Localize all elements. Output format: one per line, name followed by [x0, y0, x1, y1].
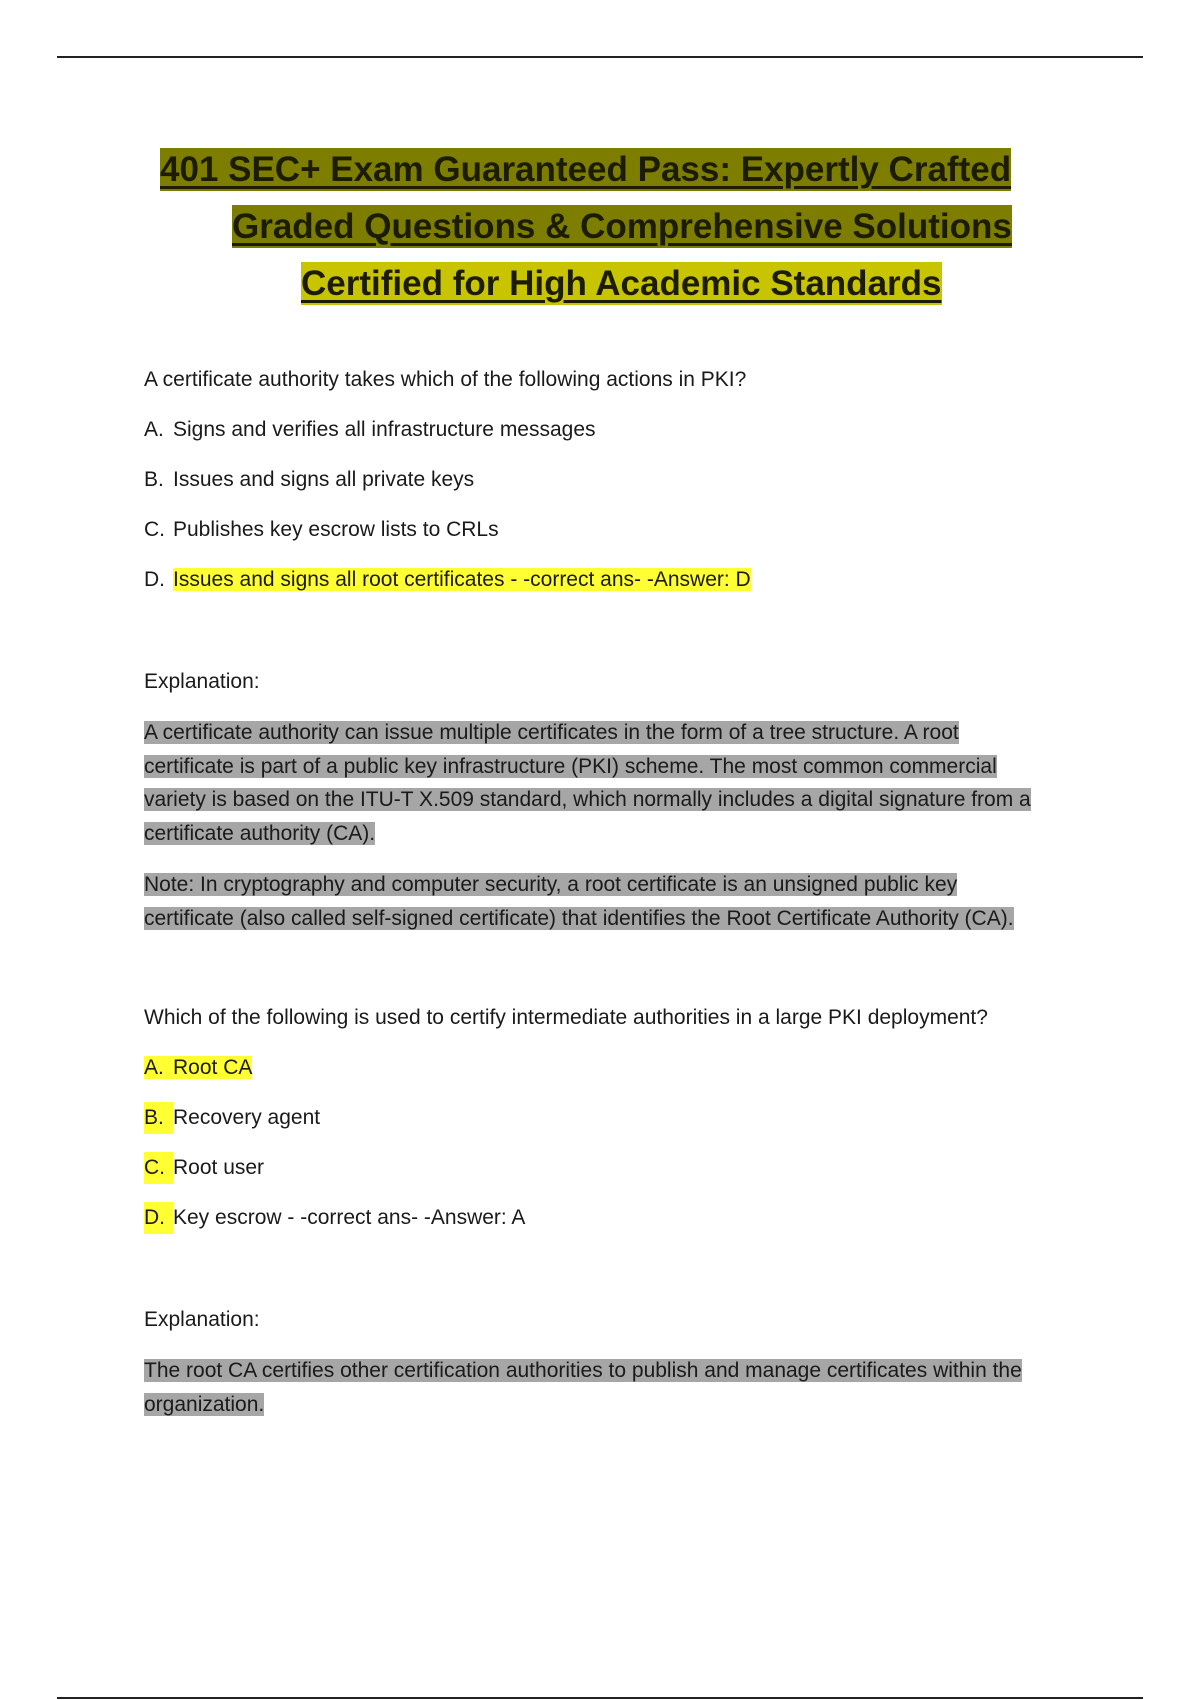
option-text: Key escrow - -correct ans- -Answer: A: [173, 1206, 526, 1229]
option-letter: A.: [144, 1056, 164, 1079]
option-letter: C.: [144, 518, 165, 541]
correct-answer-text: [144, 1056, 252, 1079]
question-2-option-d: [144, 1202, 525, 1234]
question-2-prompt: Which of the following is used to certify intermediate authorities in a large PKI deployment?: [144, 1006, 988, 1029]
explanation-line: The root CA certifies other certification authorities to publish and manage certificates within the: [144, 1359, 1022, 1382]
explanation-line: certificate authority (CA).: [144, 821, 376, 845]
explanation-line: certificate (also called self-signed certificate) that identifies the Root Certificate Authority (CA).: [144, 906, 1014, 930]
option-text: Root CA: [173, 1056, 253, 1079]
question-2-option-a: [144, 1052, 252, 1084]
question-2-explanation-label: Explanation:: [144, 1308, 260, 1331]
question-1-explanation-note: [144, 868, 1094, 935]
question-1-option-c: [144, 514, 499, 546]
explanation-line: variety is based on the ITU-T X.509 standard, which normally includes a digital signature from a: [144, 788, 1031, 811]
explanation-line: Note: In cryptography and computer security, a root certificate is an unsigned public key: [144, 873, 958, 896]
option-letter: A.: [144, 418, 164, 441]
option-text: Issues and signs all private keys: [173, 468, 475, 491]
option-letter: D.: [144, 568, 165, 591]
option-letter: B.: [144, 468, 164, 491]
explanation-line: A certificate authority can issue multiple certificates in the form of a tree structure. A root: [144, 721, 959, 744]
document-title-line-2: Graded Questions & Comprehensive Solutions: [232, 207, 1012, 246]
option-letter: C.: [144, 1152, 173, 1184]
top-rule: [57, 56, 1143, 58]
question-1-explanation-label: Explanation:: [144, 670, 260, 693]
explanation-line: certificate is part of a public key infrastructure (PKI) scheme. The most common commercial: [144, 754, 997, 778]
option-text: Root user: [173, 1156, 265, 1179]
explanation-line: organization.: [144, 1392, 265, 1416]
option-letter: B.: [144, 1102, 173, 1134]
question-1-option-d: [144, 564, 751, 596]
question-2-explanation-paragraph-1: [144, 1354, 1094, 1421]
option-letter: D.: [144, 1202, 173, 1234]
option-text: Recovery agent: [173, 1106, 321, 1129]
bottom-rule: [57, 1697, 1143, 1699]
question-1-option-b: [144, 464, 474, 496]
question-2-option-c: [144, 1152, 264, 1184]
option-text: Signs and verifies all infrastructure messages: [173, 418, 596, 441]
document-title-line-1: 401 SEC+ Exam Guaranteed Pass: Expertly Crafted: [160, 150, 1012, 189]
question-1-prompt: A certificate authority takes which of the following actions in PKI?: [144, 368, 747, 391]
question-2-option-b: [144, 1102, 320, 1134]
correct-answer-text: Issues and signs all root certificates - -correct ans- -Answer: D: [173, 568, 751, 591]
question-1-option-a: [144, 414, 596, 446]
option-text: Publishes key escrow lists to CRLs: [173, 518, 499, 541]
document-title-line-3: Certified for High Academic Standards: [301, 264, 942, 303]
question-1-explanation-paragraph-1: [144, 716, 1094, 850]
